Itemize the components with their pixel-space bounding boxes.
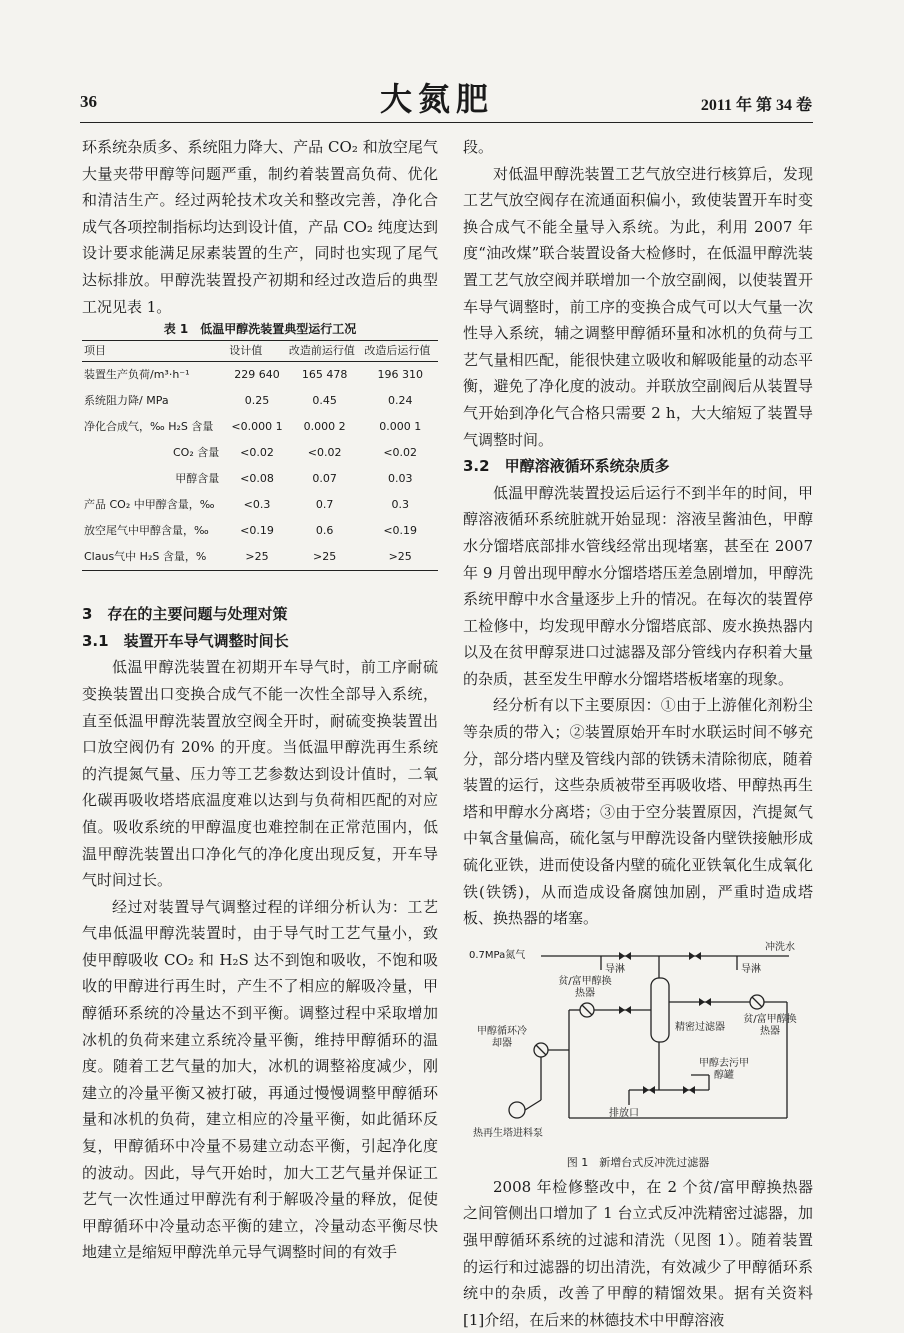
table-cell: 0.3 — [391, 498, 409, 512]
figure-caption: 图 1 新增台式反冲洗过滤器 — [566, 1155, 710, 1169]
diagram-label: 导淋 — [605, 963, 625, 975]
table-cell: 0.000 1 — [379, 420, 422, 434]
diagram-label: 排放口 — [609, 1107, 639, 1119]
table-cell: 放空尾气中甲醇含量，‰ — [84, 524, 209, 538]
table-cell: 0.25 — [244, 394, 270, 408]
paragraph: 低温甲醇洗装置投运后运行不到半年的时间，甲醇溶液循环系统脏就开始显现：溶液呈酱油色，甲醇水分馏塔底部排水管线经常出现堵塞，甚至在 2007 年 9 月曾出现甲醇水分馏塔塔压差急剧增加，甲醇洗系统甲醇中水含量逐步上升的情况。在每次的装置停工检修中，均发现甲醇水分馏塔底部、废水换热器内以及在贫甲醇泵进口过滤器及部分管线内存积着大量的杂质，甚至发生甲醇水分馏塔塔板堵塞的现象。 — [463, 483, 813, 688]
diagram-label: 热再生塔进料泵 — [473, 1127, 543, 1139]
table-cell: 0.07 — [312, 472, 337, 486]
operating-conditions-table — [82, 340, 438, 571]
diagram-label: 贫/富甲醇换热器 — [743, 1013, 797, 1037]
table-row — [82, 492, 438, 518]
diagram-label: 冲洗水 — [765, 941, 795, 953]
table-cell: 0.000 2 — [303, 420, 346, 434]
table-cell: 196 310 — [377, 368, 423, 382]
table-cell: >25 — [287, 544, 363, 571]
table-cell: <0.19 — [240, 524, 274, 538]
table-row — [82, 466, 438, 492]
table-cell: 0.45 — [312, 394, 337, 408]
table-header-cell: 改造前运行值 — [287, 341, 363, 362]
diagram-label: 0.7MPa氮气 — [469, 949, 526, 961]
paragraph: 环系统杂质多、系统阻力降大、产品 CO₂ 和放空尾气大量夹带甲醇等问题严重，制约着装置高负荷、优化和清洁生产。经过两轮技术攻关和整改完善，净化合成气各项控制指标均达到设计值，产品 CO₂ 纯度达到设计要求能满足尿素装置的生产，同时也实现了尾气达标排放。甲醇洗装置投产初期和经过改造后的典型工况见表 1。 — [82, 138, 438, 316]
table-header-cell: 项目 — [82, 341, 227, 362]
table-cell: 0.03 — [387, 472, 413, 486]
header-rule — [80, 122, 813, 123]
paragraph: 经分析有以下主要原因：①由于上游催化剂粉尘等杂质的带入；②装置原始开车时水联运时间不够充分，部分塔内壁及管线内部的铁锈未清除彻底，随着装置的运行，这些杂质被带至再吸收塔、甲醇热再生塔和甲醇水分离塔；③由于空分装置原因，汽提氮气中氧含量偏高，硫化氢与甲醇洗设备内壁铁接触形成硫化亚铁，进而使设备内壁的硫化亚铁氧化生成氧化铁(铁锈)，从而造成设备腐蚀加剧，严重时造成塔板、换热器的堵塞。 — [463, 696, 813, 928]
table-row — [82, 414, 438, 440]
table-cell: >25 — [362, 544, 438, 571]
subsection-heading: 3.1 装置开车导气调整时间长 — [82, 631, 289, 650]
table-header-row — [82, 341, 438, 362]
diagram-label: 甲醇去污甲醇罐 — [699, 1057, 749, 1081]
section-heading: 3 存在的主要问题与处理对策 — [82, 605, 288, 624]
subsection-heading: 3.2 甲醇溶液循环系统杂质多 — [463, 457, 670, 476]
table-cell: <0.3 — [243, 498, 271, 512]
table-row — [82, 518, 438, 544]
table-cell: 165 478 — [301, 368, 348, 382]
table-cell: >25 — [227, 544, 287, 571]
table-header-cell: 设计值 — [227, 341, 287, 362]
paragraph: 低温甲醇洗装置在初期开车导气时，前工序耐硫变换装置出口变换合成气不能一次性全部导入系统，直至低温甲醇洗装置放空阀全开时，耐硫变换装置出口放空阀仍有 20% 的开度。当低温甲醇洗再生系统的汽提氮气量、压力等工艺参数达到设计值时，二氧化碳再吸收塔塔底温度难以达到与负荷相匹配的对应值。吸收系统的甲醇温度也难控制在正常范围内，低温甲醇洗装置出口净化气的净化度出现反复，开车导气时间过长。 — [82, 658, 438, 890]
table-header-cell: 改造后运行值 — [362, 341, 438, 362]
journal-title: 大氮肥 — [380, 80, 495, 118]
diagram-label: 贫/富甲醇换热器 — [558, 975, 612, 999]
table-cell: <0.02 — [383, 446, 418, 460]
table-cell: <0.000 1 — [231, 420, 283, 434]
issue-info: 2011 年 第 34 卷 — [700, 97, 812, 114]
diagram-label: 导淋 — [741, 963, 761, 975]
paragraph: 对低温甲醇洗装置工艺气放空进行核算后，发现工艺气放空阀存在流通面积偏小，致使装置开车时变换合成气不能全量导入系统。为此，利用 2007 年度“油改煤”联合装置设备大检修时，在低温甲醇洗装置工艺气放空阀并联增加一个放空副阀，以使装置开车导气调整时，前工序的变换合成气可以大气量一次性导入系统，辅之调整甲醇循环量和冰机的负荷与工艺气量相匹配，能很快建立吸收和解吸能量的动态平衡，避免了净化度的波动。并联放空副阀后从装置导气开始到净化气合格只需要 2 h，大大缩短了装置导气调整时间。 — [463, 164, 813, 449]
table-cell: 0.7 — [315, 498, 334, 512]
table-cell: 产品 CO₂ 中甲醇含量，‰ — [84, 498, 215, 512]
table-cell: 净化合成气，‰ H₂S 含量 — [84, 420, 214, 434]
paragraph: 2008 年检修整改中，在 2 个贫/富甲醇换热器之间管侧出口增加了 1 台立式反冲洗精密过滤器，加强甲醇循环系统的过滤和清洗（见图 1）。随着装置的运行和过滤器的切出清洗，有效减少了甲醇循环系统中的杂质，改善了甲醇的精馏效果。据有关资料[1]介绍，在后来的林德技术中甲醇溶液 — [463, 1177, 813, 1329]
paragraph: 经过对装置导气调整过程的详细分析认为：工艺气串低温甲醇洗装置时，由于导气时工艺气量小，致使甲醇吸收 CO₂ 和 H₂S 达不到饱和吸收，不饱和吸收的甲醇进行再生时，产生不了相应的解吸冷量，甲醇循环系统的冷量达不到平衡。调整过程中采取增加冰机的负荷来建立系统冷量平衡，维持甲醇循环的温度。随着工艺气量的加大，冰机的调整裕度减少，刚建立的冷量平衡又被打破，再通过慢慢调整甲醇循环量和冰机的负荷，建立相应的冷量平衡，如此循环反复，甲醇循环中冷量不易建立动态平衡，引起净化度的波动。因此，导气开始时，加大工艺气量并保证工艺气一次性通过甲醇洗有利于解吸冷量的释放，促使甲醇循环中冷量动态平衡的建立，冷量动态平衡尽快地建立是缩短甲醇洗单元导气调整时间的有效手 — [82, 897, 438, 1262]
table-cell: 系统阻力降/ MPa — [84, 394, 169, 408]
filter-flow-diagram — [469, 940, 809, 1152]
table-caption: 表 1 低温甲醇洗装置典型运行工况 — [163, 322, 357, 337]
left-column — [82, 134, 438, 1266]
table-cell: CO₂ 含量 — [172, 446, 220, 460]
table-cell: <0.02 — [240, 446, 274, 460]
table-cell: 229 640 — [234, 368, 280, 382]
table-cell: Claus气中 H₂S 含量，% — [82, 544, 227, 571]
page-number: 36 — [80, 92, 97, 111]
table-cell: <0.19 — [383, 524, 418, 538]
table-cell: 0.6 — [315, 524, 334, 538]
table-cell: 装置生产负荷/m³·h⁻¹ — [84, 368, 190, 382]
diagram-label: 甲醇循环冷却器 — [477, 1025, 527, 1049]
table-cell: 甲醇含量 — [175, 472, 220, 486]
right-column — [463, 134, 813, 1333]
page-header — [0, 0, 904, 120]
table-row — [82, 544, 438, 571]
table-row — [82, 440, 438, 466]
table-row — [82, 388, 438, 414]
table-cell: 0.24 — [387, 394, 413, 408]
table-row — [82, 362, 438, 389]
paragraph: 段。 — [463, 138, 494, 156]
table-cell: <0.08 — [240, 472, 274, 486]
table-cell: <0.02 — [307, 446, 342, 460]
diagram-label: 精密过滤器 — [675, 1021, 725, 1033]
